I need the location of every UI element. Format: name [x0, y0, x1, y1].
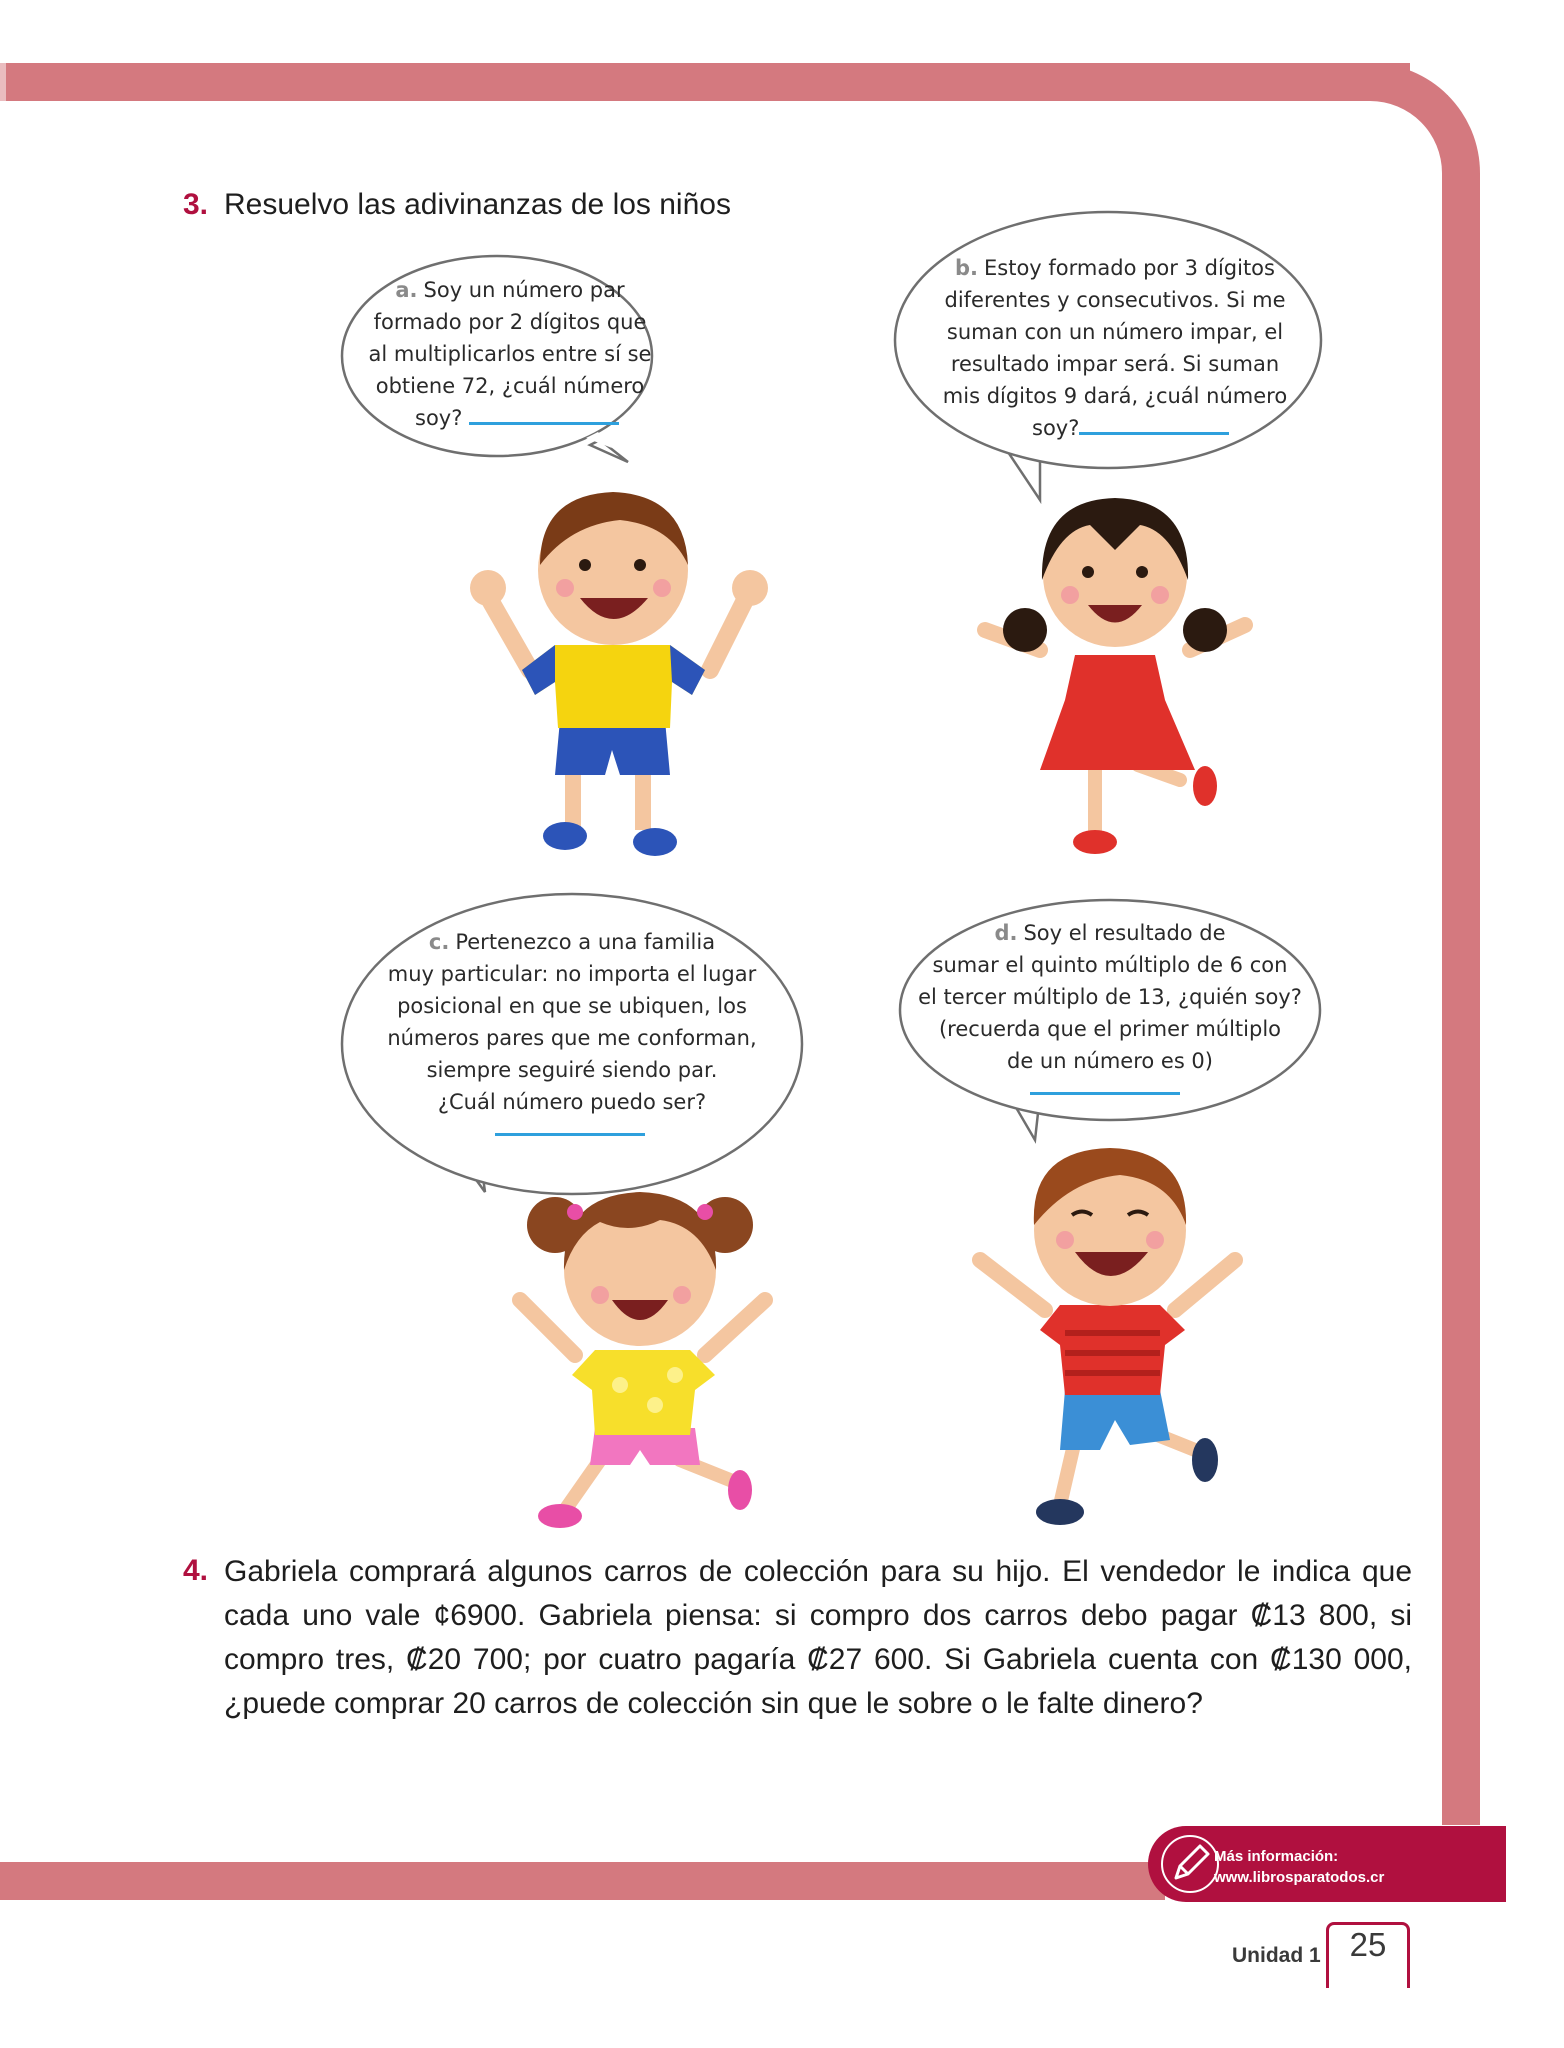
riddle-c-label: c. — [428, 930, 450, 954]
riddle-a-line-2: formado por 2 dígitos que — [373, 310, 647, 334]
riddle-b-line-3: suman con un número impar, el — [946, 320, 1284, 344]
riddle-b-line-2: diferentes y consecutivos. Si me — [944, 288, 1286, 312]
question-3-number: 3. — [183, 188, 209, 221]
girl-illustration-b — [970, 470, 1270, 870]
riddle-d-line-1: Soy el resultado de — [1023, 921, 1226, 945]
riddle-b-line-1: Estoy formado por 3 dígitos — [984, 256, 1275, 280]
more-info-text — [1214, 1846, 1384, 1888]
riddle-d-line-3: el tercer múltiplo de 13, ¿quién soy? — [918, 985, 1302, 1009]
question-4-number: 4. — [183, 1554, 209, 1587]
riddle-b — [920, 252, 1310, 444]
answer-blank-c[interactable] — [495, 1133, 645, 1136]
answer-blank-b[interactable] — [1079, 428, 1229, 435]
riddle-a-line-4: obtiene 72, ¿cuál número — [375, 374, 645, 398]
riddle-a-label: a. — [395, 278, 418, 302]
riddle-c-line-6: ¿Cuál número puedo ser? — [437, 1090, 707, 1114]
riddle-a-line-3: al multiplicarlos entre sí se — [368, 342, 652, 366]
question-4-text: Gabriela comprará algunos carros de colección para su hijo. El vendedor le indica que cada uno vale ¢6900. Gabriela piensa: si compro dos carros debo pagar ₡13 800, si compro tres, ₡20 700; por cuatro pagaría ₡27 600. Si Gabriela cuenta con ₡130 000, ¿puede comprar 20 carros de colección sin que le sobre o le falte dinero? — [224, 1555, 1412, 1720]
more-info-link[interactable]: www.librosparatodos.cr — [1214, 1869, 1385, 1886]
riddle-c-line-4: números pares que me conforman, — [387, 1026, 757, 1050]
riddle-d — [900, 917, 1320, 1077]
riddle-c — [372, 926, 772, 1118]
riddle-a-line-5: soy? — [415, 406, 463, 430]
riddle-c-line-1: Pertenezco a una familia — [455, 930, 716, 954]
riddle-b-line-5: mis dígitos 9 dará, ¿cuál número — [942, 384, 1288, 408]
unit-label: Unidad 1 — [1232, 1944, 1321, 1967]
riddle-b-line-6: soy? — [1032, 416, 1080, 440]
question-3-title: Resuelvo las adivinanzas de los niños — [224, 188, 731, 221]
riddle-d-line-2: sumar el quinto múltiplo de 6 con — [932, 953, 1288, 977]
riddle-c-line-2: muy particular: no importa el lugar — [387, 962, 757, 986]
page-number: 25 — [1349, 1926, 1387, 1963]
riddle-d-line-4: (recuerda que el primer múltiplo — [938, 1017, 1282, 1041]
answer-blank-d[interactable] — [1030, 1092, 1180, 1095]
riddle-d-label: d. — [994, 921, 1018, 945]
riddle-d-line-5: de un número es 0) — [1006, 1049, 1213, 1073]
boy-illustration-a — [470, 470, 770, 870]
riddle-a-line-1: Soy un número par — [423, 278, 625, 302]
riddle-c-line-3: posicional en que se ubiquen, los — [397, 994, 747, 1018]
boy-illustration-d — [960, 1120, 1260, 1540]
riddle-a — [360, 274, 660, 434]
riddle-b-line-4: resultado impar será. Si suman — [950, 352, 1280, 376]
speech-bubble-a — [590, 440, 628, 462]
pencil-icon — [1158, 1832, 1222, 1896]
girl-illustration-c — [500, 1160, 790, 1530]
answer-blank-a[interactable] — [469, 418, 619, 425]
riddle-c-line-5: siempre seguiré siendo par. — [426, 1058, 718, 1082]
more-info-label: Más información: — [1214, 1848, 1339, 1865]
riddle-b-label: b. — [955, 256, 979, 280]
